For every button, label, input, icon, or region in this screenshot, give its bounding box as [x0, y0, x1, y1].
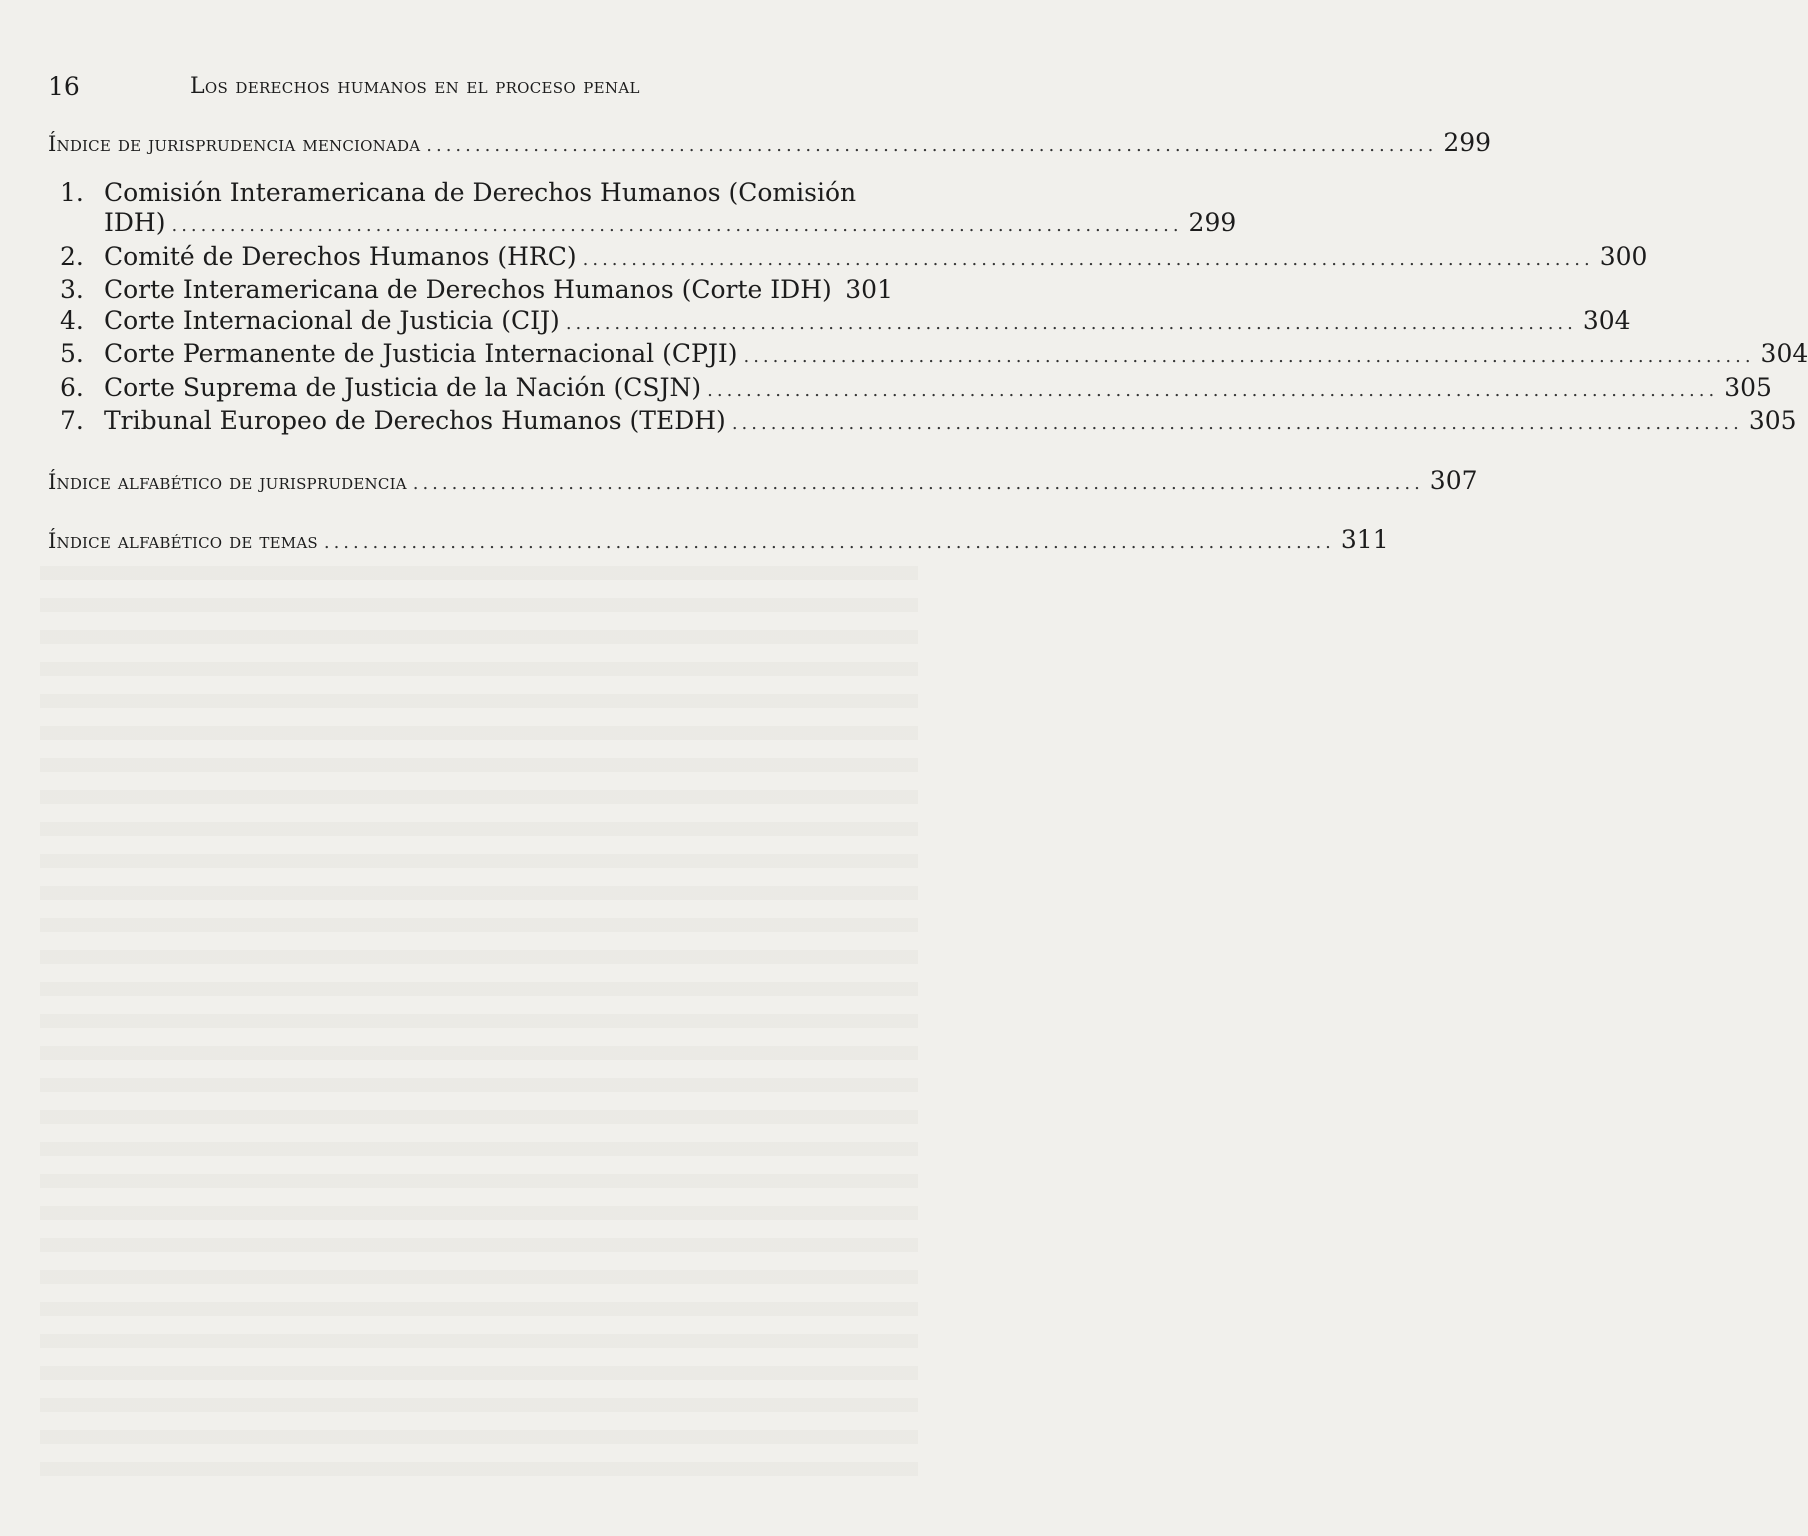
- toc-section-alfabetico-jurisprudencia[interactable]: [48, 465, 1478, 500]
- toc-item-text: Corte Suprema de Justicia de la Nación (CSJN): [104, 372, 702, 402]
- toc-page-number: 299: [1188, 208, 1237, 237]
- leader-dots: ........................................................................................................: [171, 215, 1183, 236]
- toc-page-number: 304: [1760, 339, 1808, 368]
- toc-page-number: 301: [845, 275, 893, 304]
- toc-item-5[interactable]: [48, 339, 1808, 373]
- toc-item-label: [60, 178, 856, 209]
- toc-item-label: [60, 242, 577, 273]
- toc-item-number: 2.: [60, 241, 84, 271]
- toc-section-title: Índice de jurisprudencia mencionada: [48, 132, 421, 156]
- toc-item-label: [60, 339, 737, 370]
- toc-item-label: [60, 306, 560, 337]
- toc-page-number: 304: [1582, 305, 1631, 335]
- toc-item-number: 3.: [60, 275, 84, 304]
- toc-item-number: 5.: [60, 339, 84, 368]
- toc-item-1[interactable]: [48, 178, 893, 209]
- toc-item-3[interactable]: [48, 275, 893, 306]
- leader-dots: ........................................................................................................: [582, 248, 1594, 270]
- toc-section-alfabetico-temas[interactable]: [48, 525, 1389, 559]
- toc-item-number: 7.: [60, 406, 84, 435]
- leader-dots: ........................................................................................................: [565, 312, 1577, 334]
- toc-item-number: 6.: [60, 372, 84, 402]
- toc-section-jurisprudencia[interactable]: [48, 128, 1492, 162]
- toc-item-6[interactable]: [48, 372, 1772, 407]
- toc-item-text: Corte Interamericana de Derechos Humanos (Corte IDH): [104, 275, 832, 304]
- leader-dots: ........................................................................................................: [426, 135, 1438, 156]
- toc-page-number: 300: [1599, 241, 1648, 271]
- leader-dots: ........................................................................................................: [731, 413, 1743, 434]
- leader-dots: ........................................................................................................: [412, 472, 1424, 494]
- toc-page-number: 311: [1340, 525, 1389, 554]
- toc-page-number: 299: [1443, 128, 1492, 157]
- toc-item-4[interactable]: [48, 305, 1631, 340]
- toc-page-number: 305: [1748, 406, 1797, 435]
- running-title: Los derechos humanos en el proceso penal: [190, 74, 640, 99]
- toc-item-label: [60, 373, 701, 404]
- page-header: [48, 72, 890, 106]
- show-through-texture: [40, 560, 918, 1476]
- leader-dots: ........................................................................................................: [707, 379, 1719, 401]
- toc-item-text: Comité de Derechos Humanos (HRC): [104, 241, 577, 271]
- toc-item-text: Tribunal Europeo de Derechos Humanos (TEDH): [104, 406, 726, 435]
- toc-item-1-continuation[interactable]: [48, 208, 1237, 242]
- toc-item-2[interactable]: [48, 241, 1648, 276]
- toc-item-number: 1.: [60, 177, 84, 207]
- toc-item-7[interactable]: [48, 406, 1797, 440]
- toc-item-text: Corte Internacional de Justicia (CIJ): [104, 305, 560, 335]
- table-of-contents: [48, 128, 1808, 559]
- leader-dots: ........................................................................................................: [743, 346, 1755, 367]
- toc-page-number: 307: [1429, 465, 1478, 495]
- toc-item-text: Comisión Interamericana de Derechos Humanos (Comisión: [104, 177, 857, 207]
- toc-item-label: [60, 275, 832, 306]
- toc-section-title: Índice alfabético de temas: [48, 529, 318, 553]
- toc-item-text: Corte Permanente de Justicia Internacional (CPJI): [104, 339, 738, 368]
- toc-item-label: [60, 406, 726, 437]
- toc-item-text: IDH): [104, 208, 166, 237]
- toc-page-number: 305: [1724, 372, 1772, 402]
- toc-item-number: 4.: [60, 305, 84, 335]
- leader-dots: ........................................................................................................: [323, 532, 1335, 553]
- page-number: 16: [48, 72, 80, 101]
- toc-section-title: Índice alfabético de jurisprudencia: [48, 469, 407, 494]
